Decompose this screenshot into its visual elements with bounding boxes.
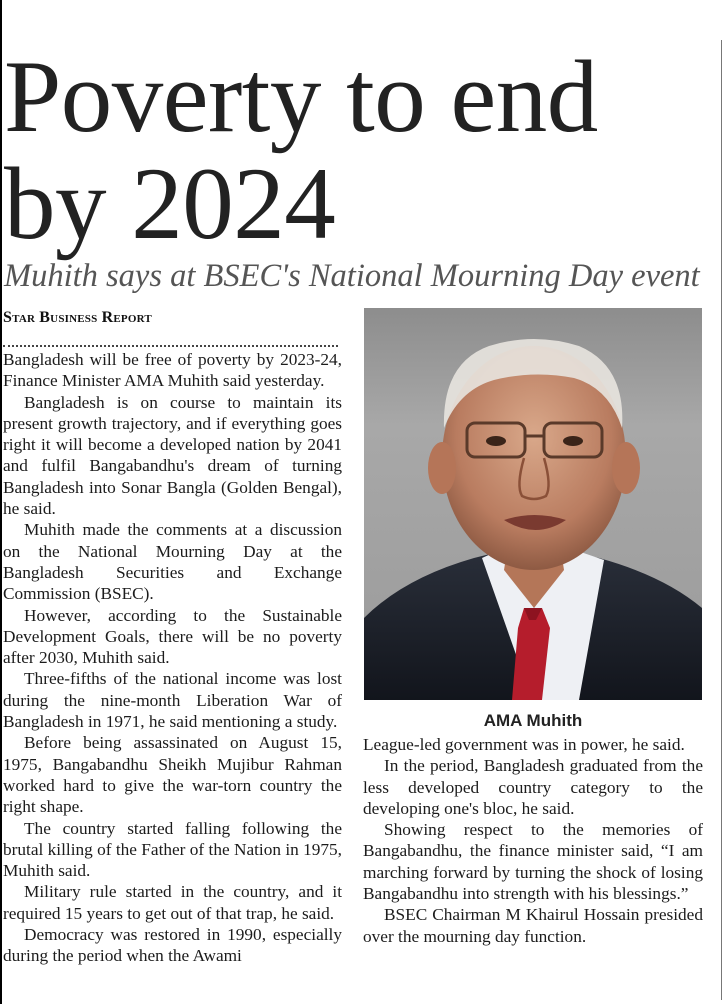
paragraph: Showing respect to the memories of Bangabandhu, the finance minister said, “I am marching forward by turning the shock of losing Bangabandhu into strength with his blessings.” — [363, 820, 703, 904]
headline: Poverty to end by 2024 — [4, 40, 598, 261]
paragraph: BSEC Chairman M Khairul Hossain presided over the mourning day function. — [363, 905, 703, 946]
subheadline: Muhith says at BSEC's National Mourning Day event — [4, 258, 700, 294]
portrait-illustration — [364, 308, 702, 700]
byline-dotted-rule — [3, 327, 338, 347]
paragraph: Bangladesh will be free of poverty by 2023-24, Finance Minister AMA Muhith said yesterday. — [3, 350, 342, 391]
paragraph: In the period, Bangladesh graduated from the less developed country category to the developing one's bloc, he said. — [363, 756, 703, 818]
paragraph: Muhith made the comments at a discussion on the National Mourning Day at the Bangladesh Securities and Exchange Commission (BSEC). — [3, 520, 342, 604]
paragraph: Bangladesh is on course to maintain its present growth trajectory, and if everything goes right it will become a developed nation by 2041 and fulfil Bangabandhu's dream of turning Bangladesh into Sonar Bangla (Golden Bengal), he said. — [3, 392, 342, 519]
article-body-right — [363, 734, 703, 947]
paragraph: League-led government was in power, he said. — [363, 735, 685, 754]
portrait-photo — [364, 308, 702, 700]
article-body-left — [3, 349, 342, 967]
paragraph: Three-fifths of the national income was lost during the nine-month Liberation War of Bangladesh in 1971, he said mentioning a study. — [3, 669, 342, 732]
paragraph: Military rule started in the country, and it required 15 years to get out of that trap, he said. — [3, 882, 342, 923]
paragraph: The country started falling following the brutal killing of the Father of the Nation in 1975, Muhith said. — [3, 818, 342, 881]
paragraph: Before being assassinated on August 15, 1975, Bangabandhu Sheikh Mujibur Rahman worked hard to give the war-torn country the right shape. — [3, 733, 342, 817]
column-rule — [721, 40, 722, 1000]
byline: Star Business Report — [3, 309, 152, 326]
photo-caption: AMA Muhith — [483, 711, 583, 730]
paragraph: Democracy was restored in 1990, especially during the period when the Awami — [3, 925, 342, 966]
page-left-border — [0, 0, 2, 1004]
paragraph: However, according to the Sustainable Development Goals, there will be no poverty after 2030, Muhith said. — [3, 605, 342, 668]
